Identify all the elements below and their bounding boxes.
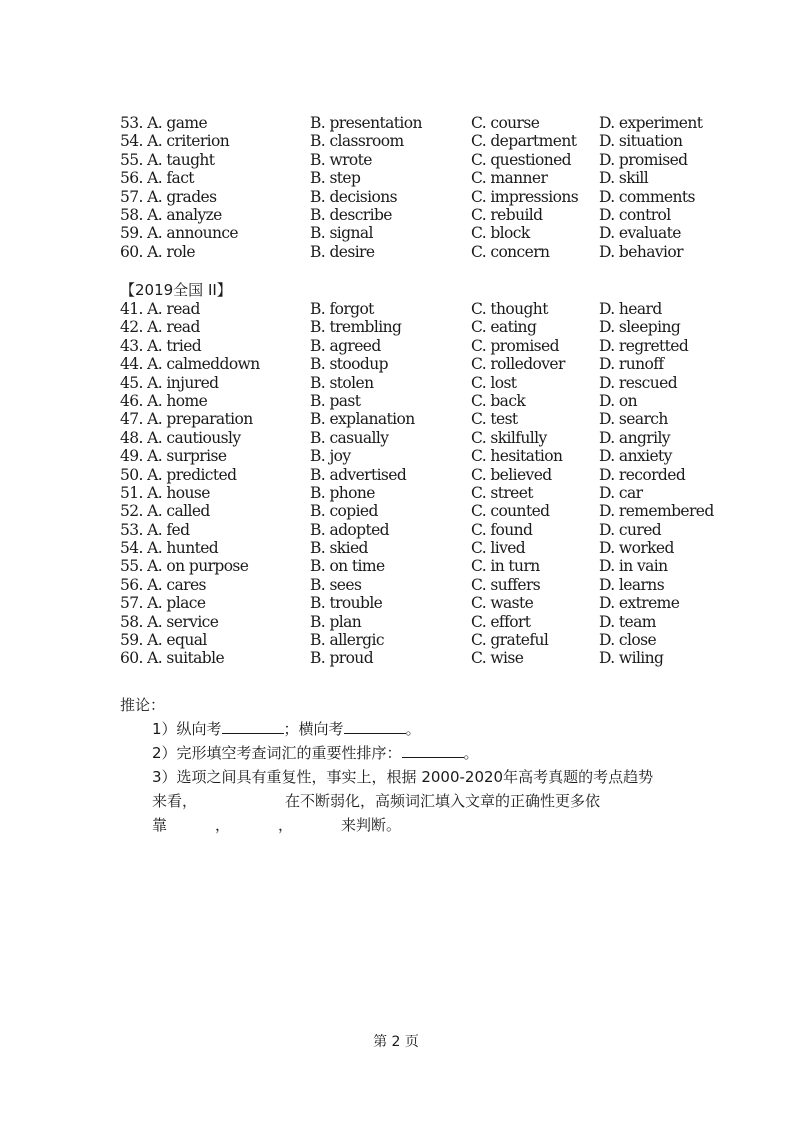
option-b: B. adopted	[310, 520, 389, 539]
options-block-1	[120, 114, 760, 261]
option-c: C. concern	[471, 242, 550, 261]
option-c: C. wise	[471, 649, 524, 668]
question-row	[120, 392, 760, 410]
option-b: B. wrote	[310, 150, 372, 169]
option-d: D. heard	[599, 300, 662, 318]
inference-notes	[120, 693, 680, 837]
option-d: D. worked	[599, 539, 674, 558]
option-a: 57. A. place	[120, 594, 206, 613]
option-a: 60. A. role	[120, 242, 195, 261]
option-a: 50. A. predicted	[120, 465, 237, 484]
section-title: 【2019全国 II】	[120, 281, 232, 299]
option-b: B. joy	[310, 447, 351, 466]
note-2-text-b: 。	[463, 744, 479, 762]
option-a: 58. A. analyze	[120, 205, 222, 224]
option-c: C. grateful	[471, 631, 549, 650]
option-a: 55. A. on purpose	[120, 557, 249, 576]
question-row	[120, 594, 760, 612]
option-d: D. sleeping	[599, 318, 681, 337]
option-c: C. rolledover	[471, 355, 565, 374]
option-b: B. step	[310, 169, 361, 188]
question-row	[120, 576, 760, 594]
question-row	[120, 374, 760, 392]
note-3-line-3d: 来判断。	[341, 816, 402, 834]
note-3-line-3c: ，	[278, 816, 294, 834]
question-row	[120, 132, 760, 150]
option-d: D. close	[599, 631, 657, 650]
option-d: D. experiment	[599, 114, 703, 132]
option-a: 51. A. house	[120, 483, 210, 502]
option-a: 59. A. equal	[120, 631, 207, 650]
option-a: 54. A. hunted	[120, 539, 219, 558]
question-row	[120, 114, 760, 132]
option-d: D. in vain	[599, 557, 668, 576]
option-d: D. team	[599, 612, 656, 631]
option-c: C. block	[471, 224, 530, 243]
option-c: C. rebuild	[471, 205, 543, 224]
option-c: C. impressions	[471, 187, 579, 206]
option-c: C. lost	[471, 373, 517, 392]
question-row	[120, 300, 760, 318]
page-footer: 第 2 页	[373, 1034, 419, 1050]
option-d: D. behavior	[599, 242, 683, 261]
option-d: D. skill	[599, 169, 649, 188]
option-a: 53. A. game	[120, 114, 208, 132]
option-d: D. extreme	[599, 594, 680, 613]
option-c: C. skilfully	[471, 428, 547, 447]
option-d: D. regretted	[599, 336, 689, 355]
option-b: B. past	[310, 391, 361, 410]
question-row	[120, 355, 760, 373]
option-a: 55. A. taught	[120, 150, 215, 169]
option-d: D. control	[599, 205, 671, 224]
question-row	[120, 206, 760, 224]
note-item-3-cont-2	[120, 813, 680, 837]
option-a: 53. A. fed	[120, 520, 190, 539]
option-d: D. situation	[599, 132, 683, 151]
option-a: 58. A. service	[120, 612, 219, 631]
option-d: D. car	[599, 483, 643, 502]
question-row	[120, 631, 760, 649]
option-b: B. proud	[310, 649, 374, 668]
note-item-1	[120, 717, 680, 741]
question-row	[120, 613, 760, 631]
option-b: B. agreed	[310, 336, 381, 355]
option-a: 43. A. tried	[120, 336, 202, 355]
option-b: B. forgot	[310, 300, 374, 318]
option-c: C. counted	[471, 502, 550, 521]
option-a: 46. A. home	[120, 391, 208, 410]
question-row	[120, 151, 760, 169]
option-c: C. thought	[471, 300, 548, 318]
option-c: C. in turn	[471, 557, 540, 576]
note-3-line-2b: 在不断弱化，高频词汇填入文章的正确性更多依	[285, 792, 601, 810]
option-b: B. decisions	[310, 187, 397, 206]
fill-blank[interactable]	[344, 719, 406, 734]
option-a: 41. A. read	[120, 300, 200, 318]
question-row	[120, 502, 760, 520]
question-row	[120, 521, 760, 539]
option-c: C. course	[471, 114, 540, 132]
question-row	[120, 557, 760, 575]
option-c: C. promised	[471, 336, 559, 355]
option-b: B. skied	[310, 539, 368, 558]
option-b: B. sees	[310, 575, 362, 594]
option-b: B. classroom	[310, 132, 404, 151]
option-a: 56. A. fact	[120, 169, 194, 188]
option-d: D. evaluate	[599, 224, 681, 243]
note-3-line-3b: ，	[215, 816, 231, 834]
note-1-text-b: ；横向考	[283, 720, 344, 738]
option-b: B. allergic	[310, 631, 384, 650]
option-c: C. test	[471, 410, 518, 429]
options-block-2	[120, 300, 760, 668]
option-c: C. questioned	[471, 150, 571, 169]
option-b: B. trouble	[310, 594, 383, 613]
note-3-line-3a: 靠	[152, 816, 168, 834]
option-c: C. hesitation	[471, 447, 563, 466]
option-b: B. trembling	[310, 318, 402, 337]
option-a: 56. A. cares	[120, 575, 206, 594]
option-a: 42. A. read	[120, 318, 200, 337]
option-a: 54. A. criterion	[120, 132, 230, 151]
option-a: 52. A. called	[120, 502, 210, 521]
option-d: D. angrily	[599, 428, 670, 447]
option-a: 59. A. announce	[120, 224, 238, 243]
note-1-text-a: 1）纵向考	[152, 720, 222, 738]
option-d: D. runoff	[599, 355, 664, 374]
question-row	[120, 337, 760, 355]
option-b: B. signal	[310, 224, 373, 243]
option-b: B. explanation	[310, 410, 415, 429]
option-d: D. remembered	[599, 502, 714, 521]
option-c: C. effort	[471, 612, 531, 631]
option-c: C. lived	[471, 539, 526, 558]
option-d: D. anxiety	[599, 447, 672, 466]
option-a: 57. A. grades	[120, 187, 217, 206]
question-row	[120, 447, 760, 465]
fill-blank[interactable]	[222, 719, 284, 734]
question-row	[120, 429, 760, 447]
option-b: B. describe	[310, 205, 392, 224]
question-row	[120, 243, 760, 261]
notes-label: 推论：	[120, 696, 166, 714]
option-c: C. suffers	[471, 575, 541, 594]
option-d: D. recorded	[599, 465, 686, 484]
option-b: B. copied	[310, 502, 378, 521]
option-d: D. learns	[599, 575, 665, 594]
option-a: 47. A. preparation	[120, 410, 253, 429]
note-3-line-1: 3）选项之间具有重复性，事实上，根据 2000-2020年高考真题的考点趋势	[152, 768, 654, 786]
note-1-text-c: 。	[405, 720, 421, 738]
question-row	[120, 484, 760, 502]
option-b: B. advertised	[310, 465, 407, 484]
option-c: C. street	[471, 483, 533, 502]
question-row	[120, 188, 760, 206]
question-row	[120, 224, 760, 242]
option-c: C. department	[471, 132, 577, 151]
option-d: D. wiling	[599, 649, 664, 668]
question-row	[120, 649, 760, 667]
option-b: B. stolen	[310, 373, 374, 392]
question-row	[120, 466, 760, 484]
option-a: 60. A. suitable	[120, 649, 225, 668]
question-row	[120, 539, 760, 557]
option-a: 48. A. cautiously	[120, 428, 241, 447]
option-c: C. manner	[471, 169, 548, 188]
note-3-line-2a: 来看，	[152, 792, 198, 810]
note-item-3	[120, 765, 680, 789]
option-a: 45. A. injured	[120, 373, 219, 392]
question-row	[120, 169, 760, 187]
option-b: B. plan	[310, 612, 362, 631]
note-item-2	[120, 741, 680, 765]
option-c: C. back	[471, 391, 526, 410]
note-2-text-a: 2）完形填空考查词汇的重要性排序：	[152, 744, 402, 762]
option-b: B. presentation	[310, 114, 422, 132]
option-a: 44. A. calmeddown	[120, 355, 260, 374]
option-b: B. on time	[310, 557, 385, 576]
option-c: C. eating	[471, 318, 537, 337]
question-row	[120, 318, 760, 336]
option-c: C. believed	[471, 465, 552, 484]
note-item-3-cont-1	[120, 789, 680, 813]
option-d: D. on	[599, 391, 638, 410]
option-b: B. casually	[310, 428, 389, 447]
option-b: B. desire	[310, 242, 375, 261]
option-d: D. comments	[599, 187, 695, 206]
question-row	[120, 410, 760, 428]
option-c: C. found	[471, 520, 533, 539]
option-a: 49. A. surprise	[120, 447, 227, 466]
option-d: D. search	[599, 410, 668, 429]
option-c: C. waste	[471, 594, 534, 613]
option-b: B. stoodup	[310, 355, 388, 374]
fill-blank[interactable]	[402, 743, 464, 758]
option-d: D. rescued	[599, 373, 678, 392]
option-b: B. phone	[310, 483, 375, 502]
option-d: D. cured	[599, 520, 662, 539]
option-d: D. promised	[599, 150, 688, 169]
